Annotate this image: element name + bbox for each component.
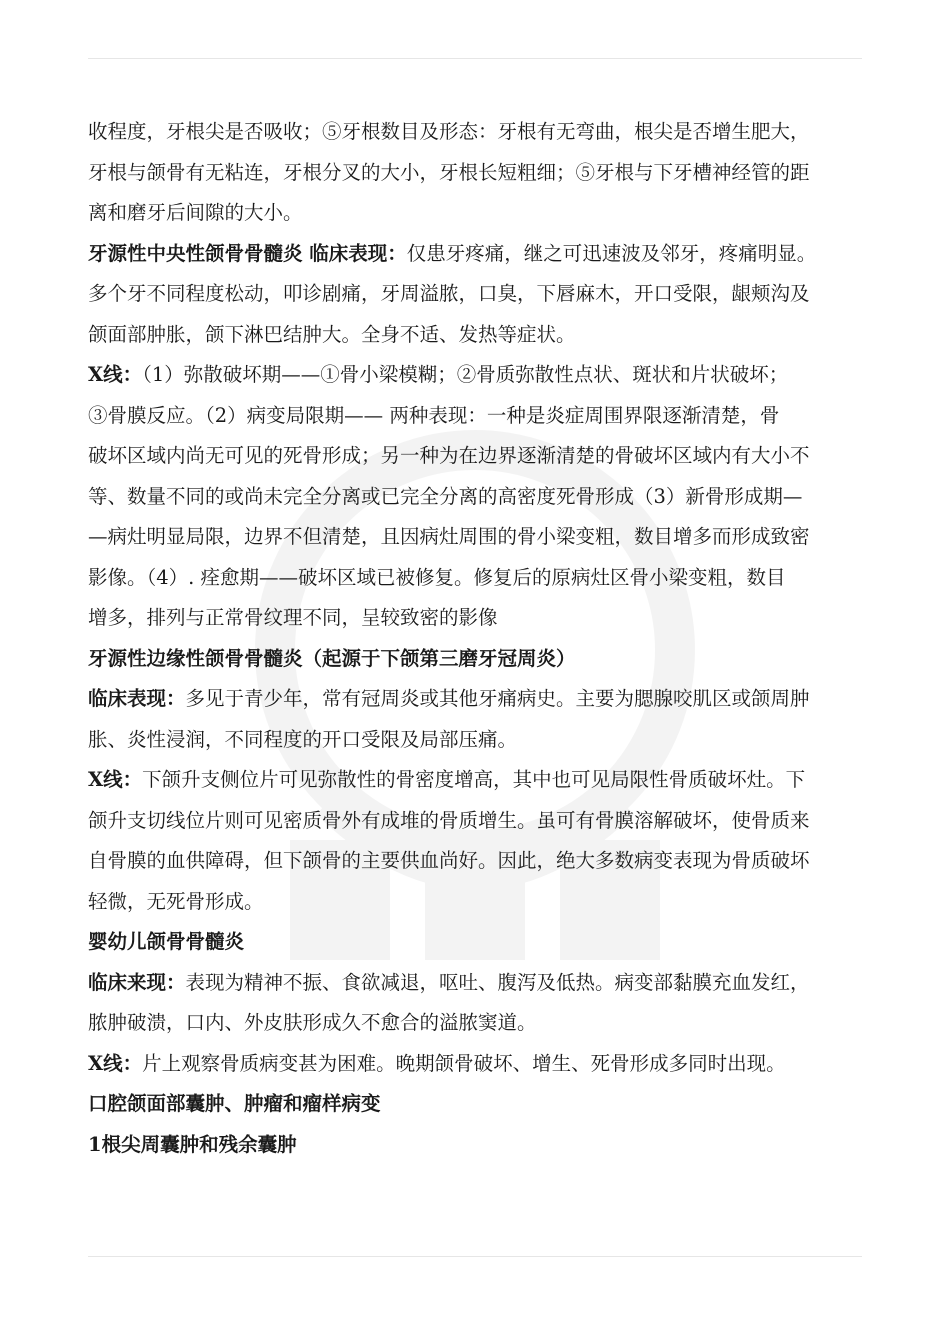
body-text: 片上观察骨质病变甚为困难。晚期颌骨破坏、增生、死骨形成多同时出现。	[142, 1051, 786, 1075]
body-text: 胀、炎性浸润，不同程度的开口受限及局部压痛。	[88, 727, 518, 751]
text-line	[88, 436, 878, 477]
body-text: ③骨膜反应。（2）病变局限期—— 两种表现：一种是炎症周围界限逐渐清楚，骨	[88, 403, 780, 427]
text-line	[88, 315, 878, 356]
text-line	[88, 598, 878, 639]
text-line	[88, 193, 878, 234]
bold-heading-text: 婴幼儿颌骨骨髓炎	[88, 930, 245, 953]
body-text: 轻微，无死骨形成。	[88, 889, 264, 913]
text-line	[88, 1044, 878, 1085]
bold-heading-text: 口腔颌面部囊肿、肿瘤和瘤样病变	[88, 1092, 381, 1115]
document-body	[88, 112, 878, 1165]
bold-heading-text: 临床表现：	[88, 687, 186, 710]
body-text: 影像。（4）. 痊愈期——破坏区域已被修复。修复后的原病灶区骨小梁变粗，数目	[88, 565, 786, 589]
text-line	[88, 760, 878, 801]
text-line	[88, 720, 878, 761]
text-line	[88, 801, 878, 842]
body-text: 脓肿破溃，口内、外皮肤形成久不愈合的溢脓窦道。	[88, 1011, 537, 1034]
body-text: 下颌升支侧位片可见弥散性的骨密度增高，其中也可见局限性骨质破坏灶。下	[142, 768, 806, 791]
body-text: （1）弥散破坏期——①骨小梁模糊；②骨质弥散性点状、斑状和片状破坏；	[142, 363, 789, 386]
body-text: 多个牙不同程度松动，叩诊剧痛，牙周溢脓，口臭，下唇麻木，开口受限，龈颊沟及	[88, 282, 810, 305]
body-text: 颌面部肿胀，颌下淋巴结肿大。全身不适、发热等症状。	[88, 322, 576, 346]
body-text: 多见于青少年，常有冠周炎或其他牙痛病史。主要为腮腺咬肌区或颌周肿	[185, 687, 810, 710]
text-line	[88, 558, 878, 599]
text-line	[88, 639, 878, 680]
body-text: 等、数量不同的或尚未完全分离或已完全分离的高密度死骨形成（3）新骨形成期—	[88, 484, 803, 508]
body-text: 颌升支切线位片则可见密质骨外有成堆的骨质增生。虽可有骨膜溶解破坏，使骨质来	[88, 808, 810, 832]
text-line	[88, 396, 878, 437]
text-line	[88, 274, 878, 315]
footer-rule	[88, 1256, 862, 1257]
body-text: 表现为精神不振、食欲减退，呕吐、腹泻及低热。病变部黏膜充血发红，	[185, 970, 810, 994]
text-line	[88, 963, 878, 1004]
text-line	[88, 112, 878, 153]
body-text: 破坏区域内尚无可见的死骨形成；另一种为在边界逐渐清楚的骨破坏区域内有大小不	[88, 444, 810, 467]
text-line	[88, 234, 878, 275]
body-text: 仅患牙疼痛，继之可迅速波及邻牙，疼痛明显。	[406, 241, 817, 265]
bold-heading-text: 1根尖周囊肿和残余囊肿	[88, 1132, 297, 1156]
bold-heading-text: X线：	[88, 1051, 143, 1075]
body-text: 离和磨牙后间隙的大小。	[88, 201, 303, 224]
header-rule	[88, 58, 862, 59]
body-text: 牙根与颌骨有无粘连，牙根分叉的大小，牙根长短粗细；⑤牙根与下牙槽神经管的距	[88, 160, 810, 184]
text-line	[88, 922, 878, 963]
bold-heading-text: X线：	[88, 768, 143, 791]
text-line	[88, 841, 878, 882]
text-line	[88, 517, 878, 558]
body-text: 增多，排列与正常骨纹理不同，呈较致密的影像	[88, 606, 498, 629]
text-line	[88, 153, 878, 194]
text-line	[88, 679, 878, 720]
bold-heading-text: 牙源性中央性颌骨骨髓炎 临床表现：	[88, 241, 407, 265]
body-text: 自骨膜的血供障碍，但下颌骨的主要供血尚好。因此，绝大多数病变表现为骨质破坏	[88, 849, 810, 872]
text-line	[88, 1003, 878, 1044]
bold-heading-text: X线：	[88, 363, 143, 386]
text-line	[88, 1125, 878, 1166]
bold-heading-text: 牙源性边缘性颌骨骨髓炎（起源于下颌第三磨牙冠周炎）	[88, 646, 576, 670]
text-line	[88, 355, 878, 396]
text-line	[88, 477, 878, 518]
body-text: 收程度，牙根尖是否吸收；⑤牙根数目及形态：牙根有无弯曲，根尖是否增生肥大，	[88, 120, 810, 143]
text-line	[88, 882, 878, 923]
body-text: —病灶明显局限，边界不但清楚，且因病灶周围的骨小梁变粗，数目增多而形成致密	[88, 525, 810, 548]
text-line	[88, 1084, 878, 1125]
bold-heading-text: 临床来现：	[88, 970, 186, 994]
